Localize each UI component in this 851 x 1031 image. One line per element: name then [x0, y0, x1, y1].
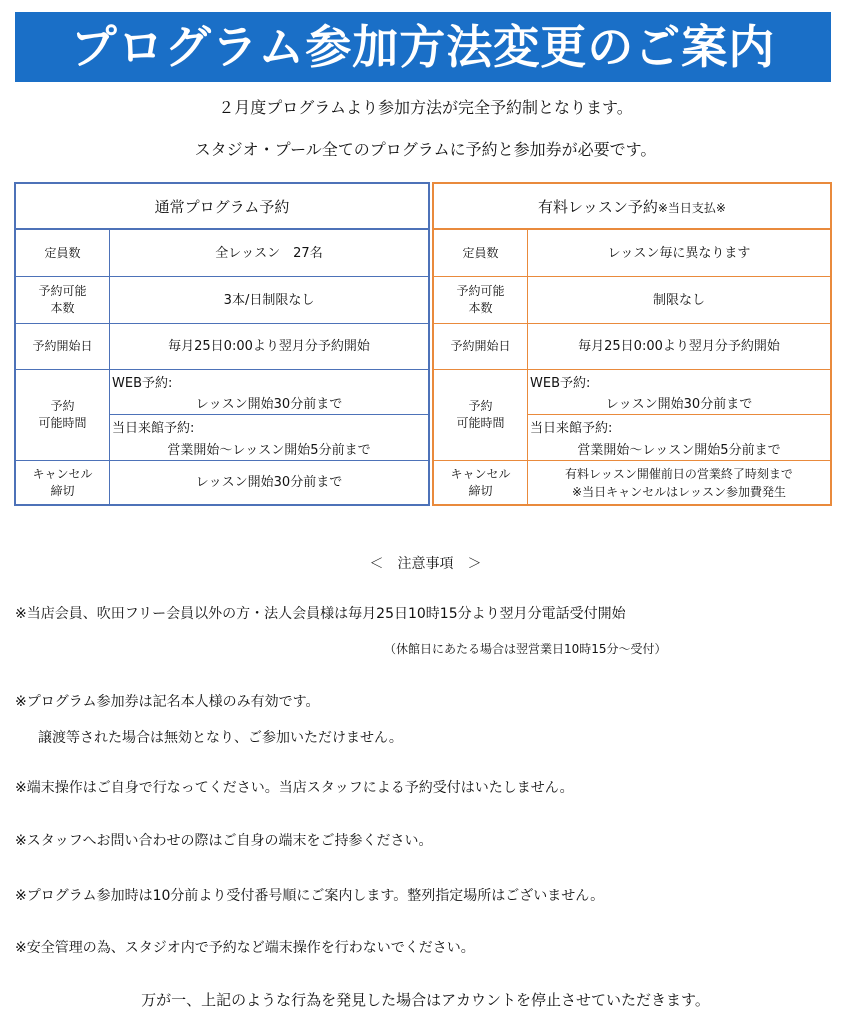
- start-label: 予約開始日: [16, 324, 110, 369]
- cancel-label-line1: キャンセル: [32, 466, 93, 481]
- paid-header-note: ※当日支払※: [657, 201, 726, 215]
- cancel-value: レッスン開始30分前まで: [195, 475, 343, 490]
- count-label-line1: 予約可能: [38, 284, 87, 298]
- time-label: [16, 370, 110, 460]
- web-reservation-value: レッスン開始30分前まで: [195, 397, 343, 412]
- count-value: 制限なし: [652, 292, 705, 308]
- cancel-value: [528, 461, 830, 504]
- note-item: ※当店会員、吹田フリー会員以外の方・法人会員様は毎月25日10時15分より翌月分電話受付開始: [15, 606, 626, 622]
- time-label-line1: 予約: [50, 399, 75, 413]
- note-item-sub: （休館日にあたる場合は翌営業日10時15分〜受付）: [384, 642, 667, 656]
- cancel-label-line1: キャンセル: [450, 466, 511, 481]
- cancel-value-line1: 有料レッスン開催前日の営業終了時刻まで: [565, 466, 793, 481]
- note-item: ※プログラム参加時は10分前より受付番号順にご案内します。整列指定場所はございません。: [15, 888, 605, 904]
- paid-reservation-table: [432, 182, 832, 506]
- start-label: 予約開始日: [434, 324, 528, 369]
- intro-line-2: スタジオ・プール全てのプログラムに予約と参加券が必要です。: [194, 140, 657, 159]
- visit-reservation-cell: [528, 415, 830, 461]
- cancel-label-line2: 締切: [50, 483, 75, 498]
- capacity-value: レッスン毎に異なります: [607, 245, 751, 261]
- visit-reservation-key: 当日来館予約:: [530, 421, 613, 436]
- note-item: ※安全管理の為、スタジオ内で予約など端末操作を行わないでください。: [15, 940, 475, 956]
- visit-reservation-cell: [110, 415, 428, 461]
- web-reservation-key: WEB予約:: [112, 376, 173, 391]
- count-value: 3本/日制限なし: [223, 292, 315, 308]
- paid-time-row: [434, 369, 830, 460]
- count-label-line2: 本数: [50, 301, 75, 315]
- visit-reservation-value: 営業開始〜レッスン開始5分前まで: [577, 443, 781, 458]
- footer-warning: 万が一、上記のような行為を発見した場合はアカウントを停止させていただきます。: [141, 991, 710, 1009]
- page-title: プログラム参加方法変更のご案内: [70, 20, 776, 74]
- regular-table-header: 通常プログラム予約: [16, 184, 428, 230]
- regular-cancel-row: [16, 460, 428, 504]
- page-title-banner: [15, 12, 831, 82]
- cancel-value-line2: ※当日キャンセルはレッスン参加費発生: [572, 484, 786, 499]
- web-reservation-cell: [528, 370, 830, 415]
- start-value: 毎月25日0:00より翌月分予約開始: [168, 339, 370, 354]
- capacity-label: 定員数: [434, 230, 528, 276]
- paid-start-row: [434, 323, 830, 369]
- regular-start-row: [16, 323, 428, 369]
- regular-time-row: [16, 369, 428, 460]
- time-label-line1: 予約: [468, 399, 493, 413]
- notes-title: ＜ 注意事項 ＞: [369, 556, 482, 572]
- cancel-label-line2: 締切: [468, 483, 493, 498]
- capacity-label: 定員数: [16, 230, 110, 276]
- regular-reservation-table: [14, 182, 430, 506]
- visit-reservation-value: 営業開始〜レッスン開始5分前まで: [167, 443, 371, 458]
- paid-table-header: [434, 184, 830, 230]
- cancel-label: [16, 461, 110, 504]
- paid-header-label: 有料レッスン予約: [538, 198, 658, 216]
- visit-reservation-key: 当日来館予約:: [112, 421, 195, 436]
- note-item-sub: 譲渡等された場合は無効となり、ご参加いただけません。: [38, 730, 403, 746]
- regular-count-row: [16, 276, 428, 323]
- note-item: ※プログラム参加券は記名本人様のみ有効です。: [15, 694, 320, 710]
- time-label-line2: 可能時間: [38, 416, 87, 430]
- count-label-line2: 本数: [468, 301, 493, 315]
- paid-cancel-row: [434, 460, 830, 504]
- intro-line-1: ２月度プログラムより参加方法が完全予約制となります。: [218, 98, 633, 117]
- count-label: [434, 277, 528, 323]
- count-label-line1: 予約可能: [456, 284, 505, 298]
- count-label: [16, 277, 110, 323]
- note-item: ※端末操作はご自身で行なってください。当店スタッフによる予約受付はいたしません。: [15, 780, 574, 796]
- start-value: 毎月25日0:00より翌月分予約開始: [578, 339, 780, 354]
- time-label-line2: 可能時間: [456, 416, 505, 430]
- note-item: ※スタッフへお問い合わせの際はご自身の端末をご持参ください。: [15, 833, 433, 849]
- cancel-label: [434, 461, 528, 504]
- time-label: [434, 370, 528, 460]
- paid-capacity-row: [434, 230, 830, 276]
- web-reservation-key: WEB予約:: [530, 376, 591, 391]
- web-reservation-cell: [110, 370, 428, 415]
- capacity-value: 全レッスン 27名: [215, 245, 323, 261]
- regular-capacity-row: [16, 230, 428, 276]
- web-reservation-value: レッスン開始30分前まで: [605, 397, 753, 412]
- paid-count-row: [434, 276, 830, 323]
